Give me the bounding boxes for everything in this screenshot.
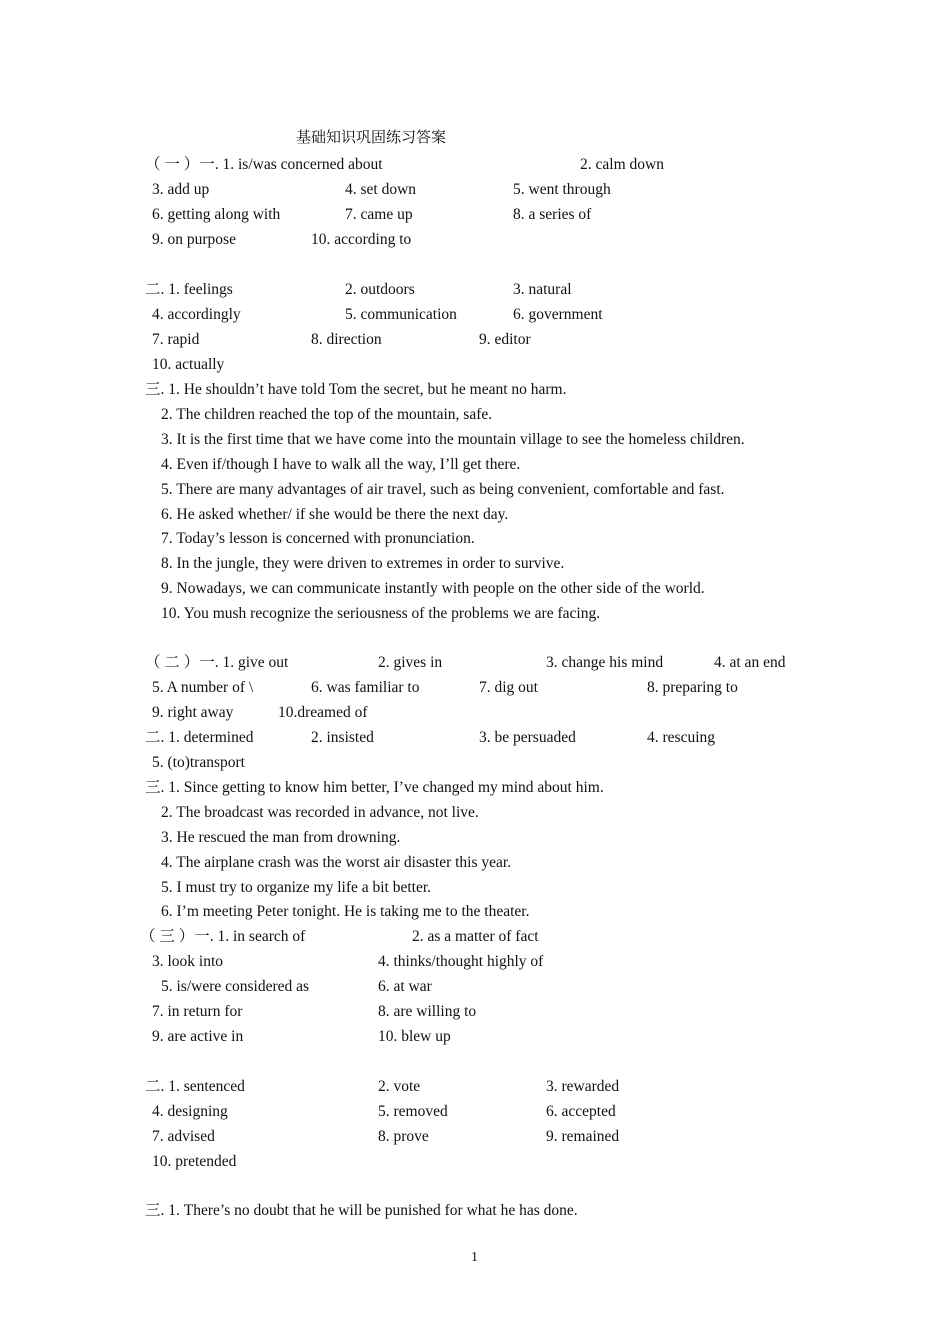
answer-item: 2. gives in — [378, 654, 443, 671]
answer-item: 5. (to)transport — [152, 754, 245, 771]
answer-item: 5. A number of \ — [152, 679, 254, 696]
answer-item: 二. 1. determined — [145, 729, 254, 746]
answer-item: 10. pretended — [152, 1153, 237, 1170]
answer-item: 9. remained — [546, 1128, 620, 1145]
sentence: 3. It is the first time that we have come into the mountain village to see the homeless children. — [161, 431, 745, 448]
sentence: 4. Even if/though I have to walk all the way, I’ll get there. — [161, 456, 521, 473]
sentence: 6. I’m meeting Peter tonight. He is taking me to the theater. — [161, 903, 530, 920]
sentence: 8. In the jungle, they were driven to extremes in order to survive. — [161, 555, 565, 572]
answer-item: 3. look into — [152, 953, 224, 970]
answer-item: 5. communication — [345, 306, 457, 323]
answer-item: 5. is/were considered as — [161, 978, 310, 995]
answer-item: 9. on purpose — [152, 231, 236, 248]
answer-item: 2. outdoors — [345, 281, 415, 298]
answer-item: 6. at war — [378, 978, 432, 995]
answer-item: 2. calm down — [580, 156, 664, 173]
answer-item: 3. change his mind — [546, 654, 664, 671]
answer-item: 6. getting along with — [152, 206, 281, 223]
answer-item: 10. actually — [152, 356, 225, 373]
sentence: 2. The children reached the top of the mountain, safe. — [161, 406, 493, 423]
answer-item: （ 二 ）一. 1. give out — [145, 654, 289, 671]
sentence: 9. Nowadays, we can communicate instantly with people on the other side of the world. — [161, 580, 705, 597]
answer-item: 3. natural — [513, 281, 572, 298]
answer-item: 10.dreamed of — [278, 704, 368, 721]
answer-item: 7. advised — [152, 1128, 215, 1145]
answer-item: 8. preparing to — [647, 679, 738, 696]
sentence: 6. He asked whether/ if she would be there the next day. — [161, 506, 509, 523]
answer-item: 6. government — [513, 306, 603, 323]
sentence: 3. He rescued the man from drowning. — [161, 829, 401, 846]
answer-item: 3. be persuaded — [479, 729, 576, 746]
sentence: 三. 1. Since getting to know him better, I’ve changed my mind about him. — [145, 779, 604, 796]
answer-item: 二. 1. sentenced — [145, 1078, 245, 1095]
answer-item: 8. are willing to — [378, 1003, 477, 1020]
answer-item: 5. went through — [513, 181, 611, 198]
answer-item: 4. rescuing — [647, 729, 716, 746]
page-number: 1 — [471, 1250, 478, 1265]
answer-item: （ 一 ）一. 1. is/was concerned about — [145, 156, 383, 173]
answer-item: 10. according to — [311, 231, 412, 248]
answer-item: 8. a series of — [513, 206, 592, 223]
answer-item: 2. vote — [378, 1078, 421, 1095]
answer-item: 7. rapid — [152, 331, 200, 348]
answer-item: 4. set down — [345, 181, 417, 198]
answer-item: 5. removed — [378, 1103, 448, 1120]
page-title: 基础知识巩固练习答案 — [296, 128, 447, 146]
sentence: 三. 1. There’s no doubt that he will be punished for what he has done. — [145, 1202, 578, 1219]
sentence: 5. There are many advantages of air travel, such as being convenient, comfortable and fast. — [161, 481, 725, 498]
answer-item: 3. add up — [152, 181, 210, 198]
answer-item: 7. in return for — [152, 1003, 243, 1020]
sentence: 10. You mush recognize the seriousness of the problems we are facing. — [161, 605, 601, 622]
answer-item: 4. thinks/thought highly of — [378, 953, 544, 970]
answer-item: 7. dig out — [479, 679, 538, 696]
answer-item: 6. accepted — [546, 1103, 616, 1120]
answer-item: 4. designing — [152, 1103, 228, 1120]
answer-item: 3. rewarded — [546, 1078, 620, 1095]
sentence: 4. The airplane crash was the worst air disaster this year. — [161, 854, 512, 871]
answer-item: 10. blew up — [378, 1028, 451, 1045]
answer-item: 9. editor — [479, 331, 531, 348]
answer-item: 7. came up — [345, 206, 413, 223]
answer-item: 8. direction — [311, 331, 382, 348]
answer-item: 4. at an end — [714, 654, 786, 671]
answer-item: 2. insisted — [311, 729, 374, 746]
sentence: 三. 1. He shouldn’t have told Tom the secret, but he meant no harm. — [145, 381, 567, 398]
answer-item: 2. as a matter of fact — [412, 928, 539, 945]
answer-item: 9. are active in — [152, 1028, 244, 1045]
sentence: 5. I must try to organize my life a bit better. — [161, 879, 432, 896]
sentence: 7. Today’s lesson is concerned with pronunciation. — [161, 530, 475, 547]
answer-item: 9. right away — [152, 704, 234, 721]
answer-item: 二. 1. feelings — [145, 281, 233, 298]
answer-item: 6. was familiar to — [311, 679, 420, 696]
answer-item: 8. prove — [378, 1128, 429, 1145]
answer-item: 4. accordingly — [152, 306, 241, 323]
answer-item: （ 三 ）一. 1. in search of — [140, 928, 306, 945]
sentence: 2. The broadcast was recorded in advance, not live. — [161, 804, 479, 821]
